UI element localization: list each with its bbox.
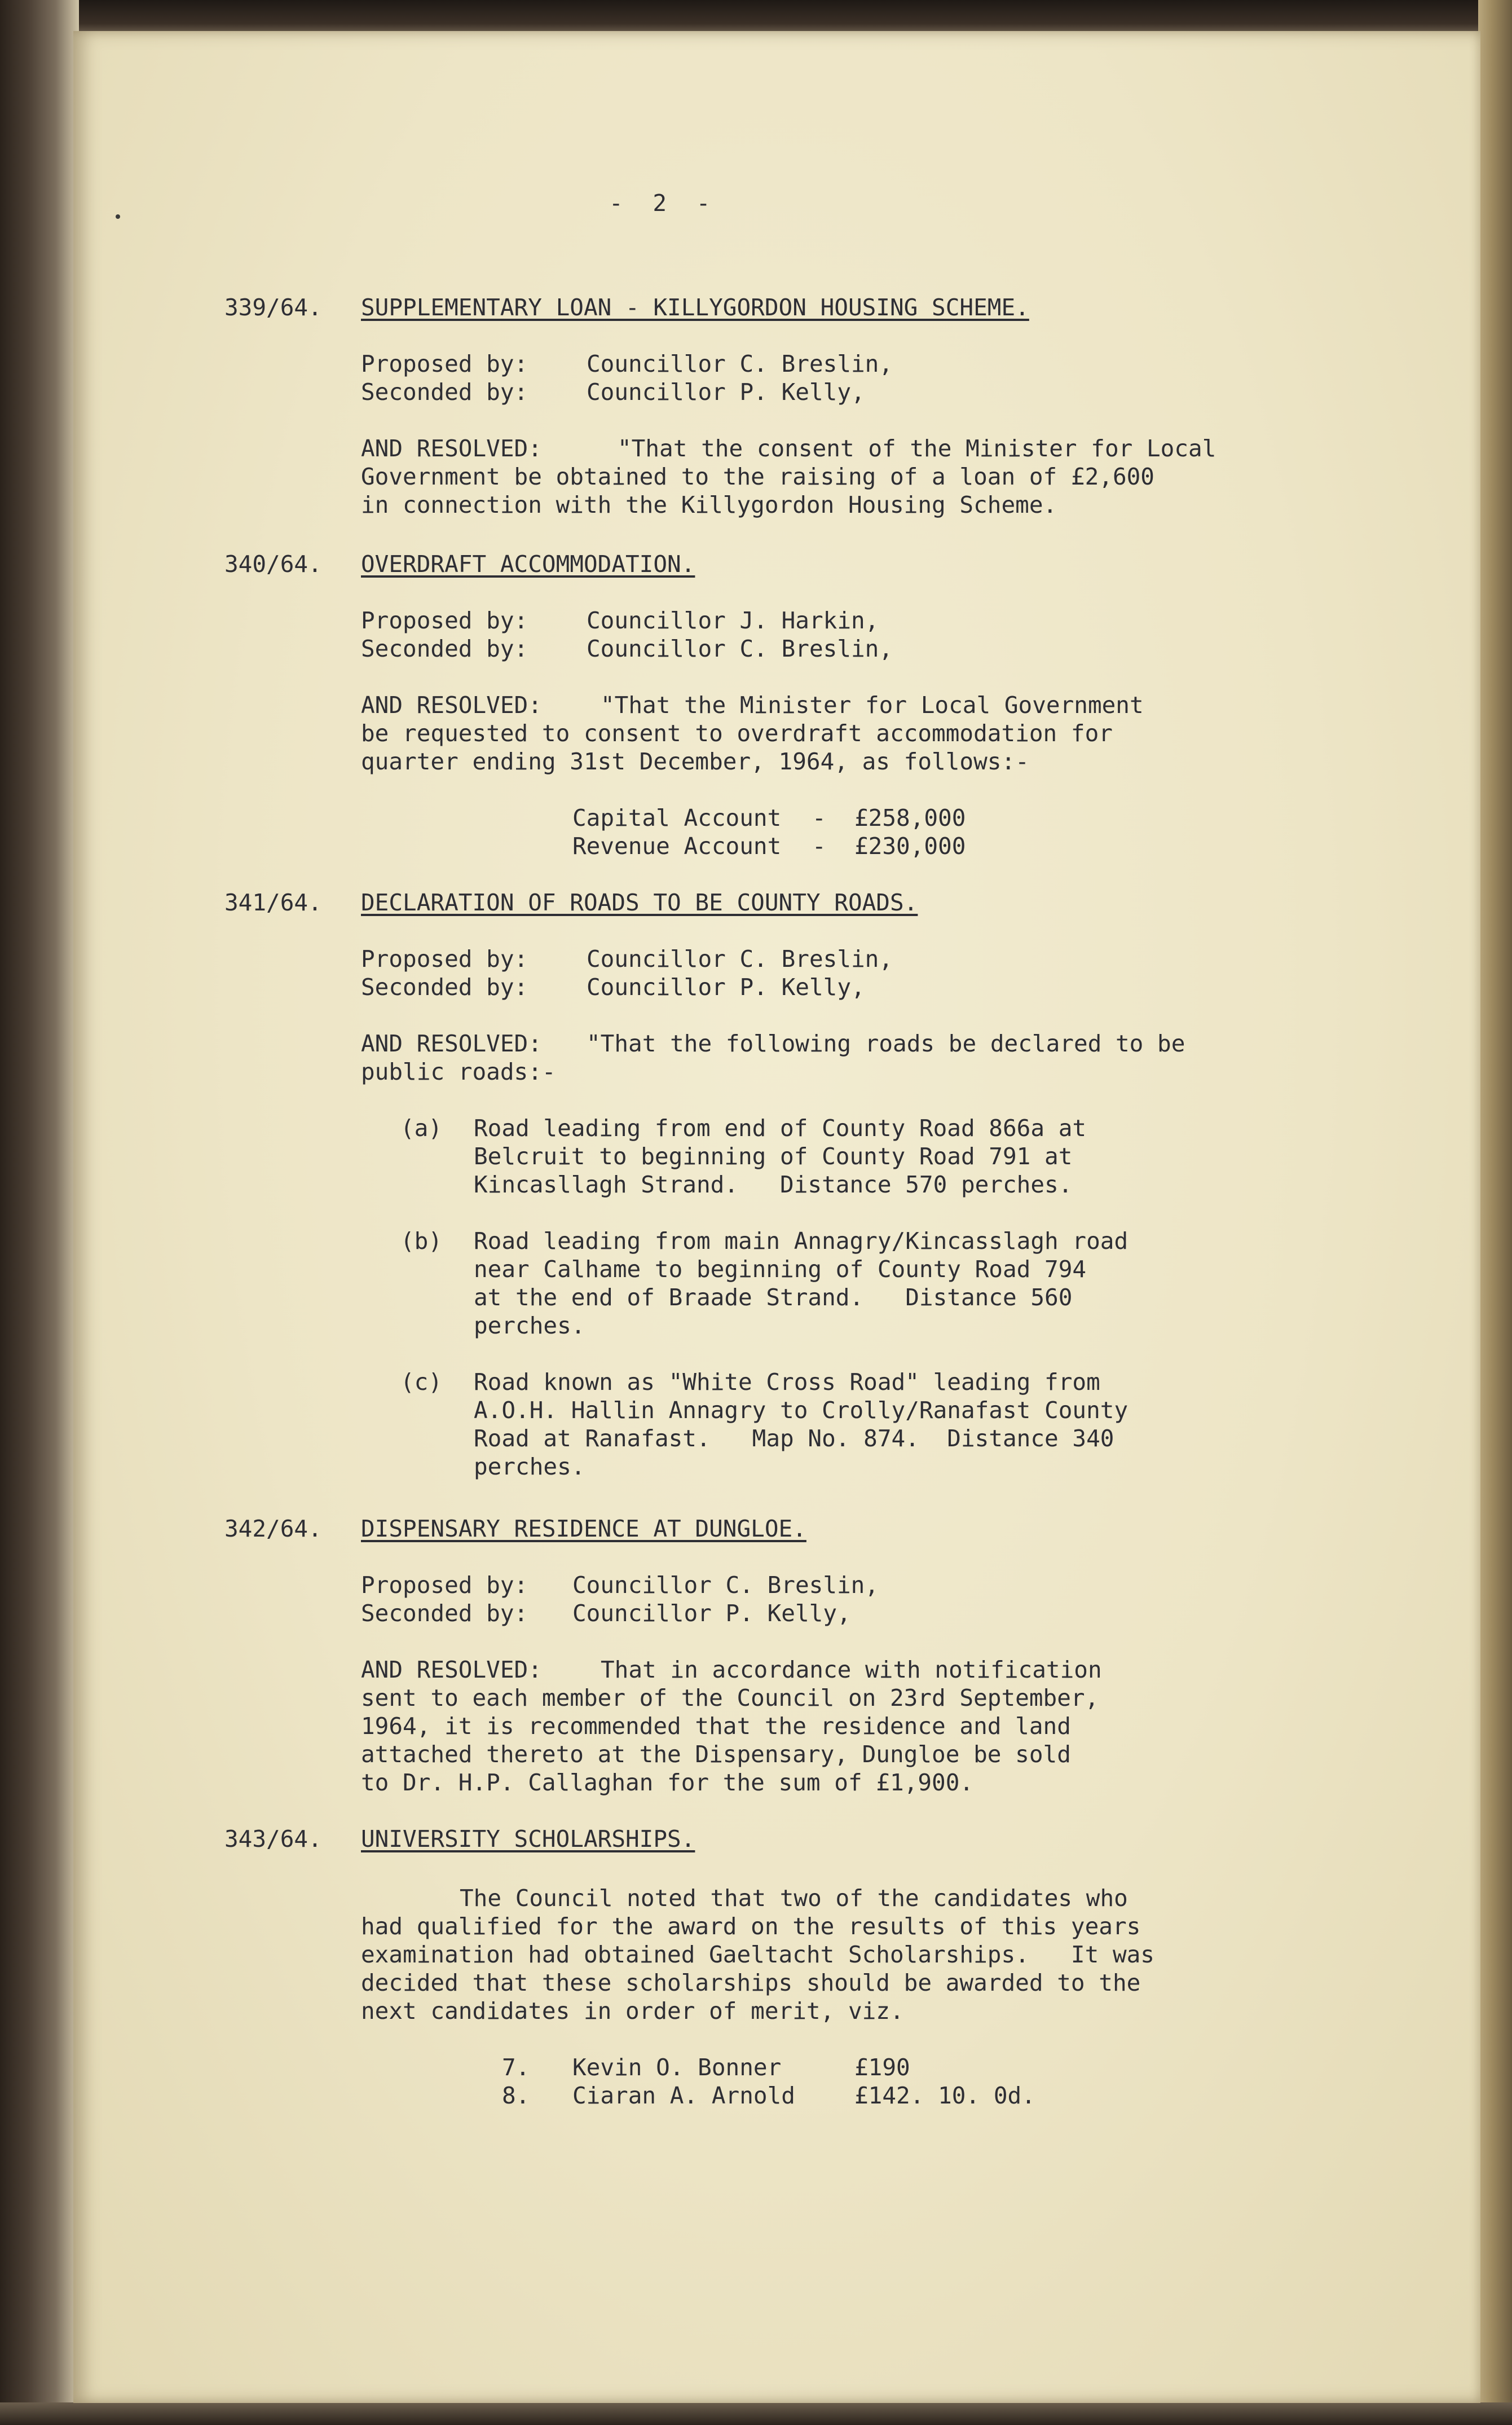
road-letter: (a) [400, 1115, 443, 1142]
road-letter: (b) [400, 1227, 443, 1255]
seconded-by: Councillor P. Kelly, [587, 974, 865, 1001]
proposed-by: Councillor C. Breslin, [587, 945, 893, 972]
scholar-name: Ciaran A. Arnold [572, 2082, 795, 2109]
account-amount: £258,000 [854, 804, 966, 831]
resolved-label: AND RESOLVED: [361, 692, 542, 719]
minutes-text [73, 31, 1480, 2403]
page-right-edge [1478, 0, 1512, 2425]
resolution-line: in connection with the Killygordon Housing Scheme. [361, 491, 1057, 518]
minute-ref: 339/64. [224, 294, 322, 321]
resolution-line: sent to each member of the Council on 23rd September, [361, 1684, 1099, 1711]
seconded-label: Seconded by: [361, 635, 528, 662]
page-number: - 2 - [609, 190, 718, 217]
resolution-line: "That the following roads be declared to be [587, 1030, 1185, 1057]
proposed-label: Proposed by: [361, 607, 528, 634]
account-name: Capital Account [572, 804, 782, 831]
account-amount: £230,000 [854, 833, 966, 860]
scholar-amount: £190 [854, 2054, 910, 2081]
resolution-line: 1964, it is recommended that the residence and land [361, 1713, 1071, 1740]
paragraph-line: examination had obtained Gaeltacht Scholarships. It was [361, 1941, 1154, 1968]
paragraph-line: next candidates in order of merit, viz. [361, 1997, 904, 2024]
road-line: Road at Ranafast. Map No. 874. Distance 340 [474, 1425, 1114, 1452]
scholar-amount: £142. 10. 0d. [854, 2082, 1035, 2109]
road-line: Kincasllagh Strand. Distance 570 perches. [474, 1171, 1073, 1198]
document-page [73, 31, 1480, 2403]
resolution-line: to Dr. H.P. Callaghan for the sum of £1,900. [361, 1769, 974, 1796]
seconded-by: Councillor P. Kelly, [572, 1600, 851, 1627]
road-line: at the end of Braade Strand. Distance 560 [474, 1284, 1073, 1311]
page-bottom-edge [0, 2402, 1512, 2425]
minute-ref: 342/64. [224, 1515, 322, 1542]
seconded-label: Seconded by: [361, 379, 528, 406]
resolved-label: AND RESOLVED: [361, 435, 542, 462]
scholar-name: Kevin O. Bonner [572, 2054, 782, 2081]
road-line: perches. [474, 1453, 585, 1480]
resolution-line: "That the consent of the Minister for Local [618, 435, 1216, 462]
scholar-number: 7. [502, 2054, 530, 2081]
resolution-line: Government be obtained to the raising of a loan of £2,600 [361, 463, 1154, 490]
punch-mark [116, 214, 120, 219]
minute-ref: 340/64. [224, 551, 322, 578]
book-spine [0, 0, 79, 2425]
resolution-line: attached thereto at the Dispensary, Dungloe be sold [361, 1741, 1071, 1768]
minute-heading: DECLARATION OF ROADS TO BE COUNTY ROADS. [361, 889, 918, 916]
road-line: perches. [474, 1312, 585, 1339]
road-line: Road known as "White Cross Road" leading from [474, 1368, 1100, 1396]
seconded-by: Councillor C. Breslin, [587, 635, 893, 662]
resolution-line: be requested to consent to overdraft accommodation for [361, 720, 1113, 747]
seconded-label: Seconded by: [361, 1600, 528, 1627]
seconded-label: Seconded by: [361, 974, 528, 1001]
minute-heading: OVERDRAFT ACCOMMODATION. [361, 551, 695, 578]
proposed-by: Councillor J. Harkin, [587, 607, 879, 634]
account-name: Revenue Account [572, 833, 782, 860]
paragraph-line: decided that these scholarships should be awarded to the [361, 1969, 1141, 1996]
proposed-label: Proposed by: [361, 350, 528, 377]
resolution-line: That in accordance with notification [601, 1656, 1102, 1683]
minute-heading: SUPPLEMENTARY LOAN - KILLYGORDON HOUSING SCHEME. [361, 294, 1029, 321]
proposed-label: Proposed by: [361, 945, 528, 972]
resolved-label: AND RESOLVED: [361, 1030, 542, 1057]
page-top-edge [0, 0, 1512, 34]
road-line: Road leading from main Annagry/Kincasslagh road [474, 1227, 1129, 1255]
road-line: Road leading from end of County Road 866a at [474, 1115, 1087, 1142]
minute-heading: DISPENSARY RESIDENCE AT DUNGLOE. [361, 1515, 806, 1542]
minute-ref: 343/64. [224, 1825, 322, 1852]
resolution-line: quarter ending 31st December, 1964, as follows:- [361, 748, 1029, 775]
resolution-line: "That the Minister for Local Government [601, 692, 1144, 719]
scholar-number: 8. [502, 2082, 530, 2109]
seconded-by: Councillor P. Kelly, [587, 379, 865, 406]
resolution-line: public roads:- [361, 1058, 556, 1085]
minute-heading: UNIVERSITY SCHOLARSHIPS. [361, 1825, 695, 1852]
minute-ref: 341/64. [224, 889, 322, 916]
paragraph-line: The Council noted that two of the candidates who [460, 1885, 1128, 1912]
road-line: Belcruit to beginning of County Road 791 at [474, 1143, 1073, 1170]
road-line: A.O.H. Hallin Annagry to Crolly/Ranafast County [474, 1397, 1129, 1424]
road-line: near Calhame to beginning of County Road 794 [474, 1256, 1087, 1283]
account-separator: - [812, 804, 826, 831]
paragraph-line: had qualified for the award on the results of this years [361, 1913, 1141, 1940]
account-separator: - [812, 833, 826, 860]
proposed-by: Councillor C. Breslin, [572, 1572, 879, 1599]
proposed-by: Councillor C. Breslin, [587, 350, 893, 377]
resolved-label: AND RESOLVED: [361, 1656, 542, 1683]
road-letter: (c) [400, 1368, 443, 1396]
proposed-label: Proposed by: [361, 1572, 528, 1599]
